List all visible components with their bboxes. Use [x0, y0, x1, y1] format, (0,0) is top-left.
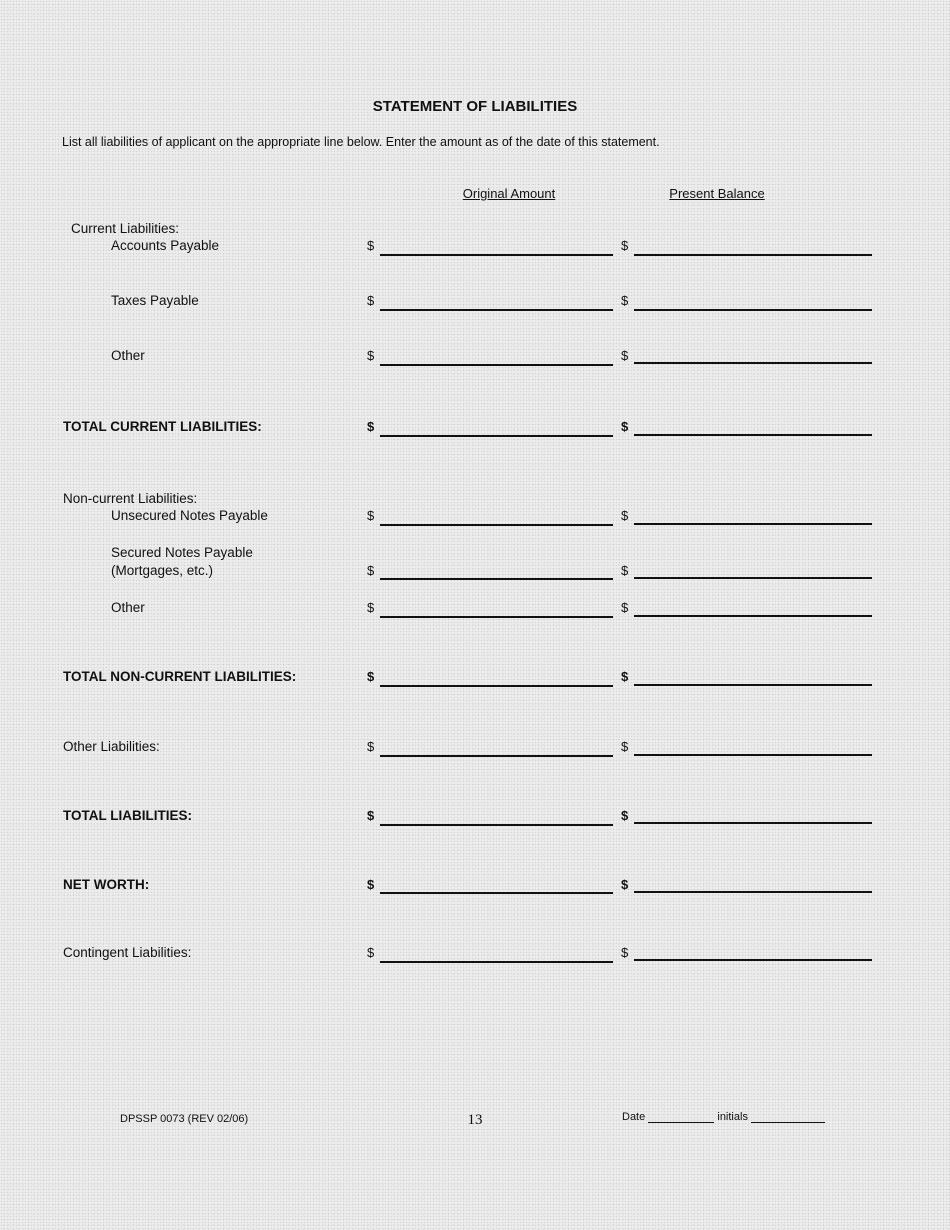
row-label-subtext: (Mortgages, etc.) — [111, 563, 214, 578]
dollar-sign: $ — [621, 293, 629, 308]
initials-field[interactable] — [751, 1112, 825, 1123]
present-balance-field[interactable] — [634, 309, 872, 311]
original-amount-field[interactable] — [380, 364, 613, 366]
row-label: Other — [111, 348, 145, 363]
row-label: Secured Notes Payable — [111, 545, 253, 560]
dollar-sign: $ — [621, 348, 629, 363]
dollar-sign: $ — [367, 945, 375, 960]
dollar-sign: $ — [367, 293, 375, 308]
present-balance-field[interactable] — [634, 615, 872, 617]
row-label: Other Liabilities: — [63, 739, 160, 754]
present-balance-field[interactable] — [634, 254, 872, 256]
original-amount-field[interactable] — [380, 254, 613, 256]
column-header-present-balance: Present Balance — [669, 186, 765, 201]
dollar-sign: $ — [367, 238, 375, 253]
instructions-text: List all liabilities of applicant on the appropriate line below. Enter the amount as of the date of this statement. — [62, 135, 660, 149]
dollar-sign: $ — [367, 808, 375, 823]
present-balance-field[interactable] — [634, 434, 872, 436]
present-balance-field[interactable] — [634, 523, 872, 525]
dollar-sign: $ — [621, 419, 629, 434]
date-initials-block — [622, 1111, 825, 1123]
present-balance-field[interactable] — [634, 822, 872, 824]
present-balance-field[interactable] — [634, 684, 872, 686]
date-label: Date — [622, 1111, 646, 1123]
row-label: TOTAL LIABILITIES: — [63, 808, 192, 823]
dollar-sign: $ — [367, 419, 375, 434]
row-label: Accounts Payable — [111, 238, 220, 253]
row-label: Other — [111, 600, 145, 615]
present-balance-field[interactable] — [634, 577, 872, 579]
original-amount-field[interactable] — [380, 961, 613, 963]
dollar-sign: $ — [367, 739, 375, 754]
dollar-sign: $ — [367, 563, 375, 578]
original-amount-field[interactable] — [380, 685, 613, 687]
initials-label: initials — [717, 1111, 748, 1123]
present-balance-field[interactable] — [634, 754, 872, 756]
dollar-sign: $ — [367, 600, 375, 615]
page-title: STATEMENT OF LIABILITIES — [372, 98, 578, 115]
original-amount-field[interactable] — [380, 755, 613, 757]
dollar-sign: $ — [621, 508, 629, 523]
original-amount-field[interactable] — [380, 824, 613, 826]
column-header-original-amount: Original Amount — [462, 186, 556, 201]
row-label: NET WORTH: — [63, 877, 150, 892]
row-label: Taxes Payable — [111, 293, 199, 308]
date-field[interactable] — [648, 1112, 714, 1123]
dollar-sign: $ — [621, 945, 629, 960]
present-balance-field[interactable] — [634, 362, 872, 364]
dollar-sign: $ — [621, 669, 629, 684]
row-label: Unsecured Notes Payable — [111, 508, 268, 523]
original-amount-field[interactable] — [380, 524, 613, 526]
dollar-sign: $ — [367, 348, 375, 363]
original-amount-field[interactable] — [380, 309, 613, 311]
original-amount-field[interactable] — [380, 435, 613, 437]
form-code: DPSSP 0073 (REV 02/06) — [120, 1113, 249, 1125]
dollar-sign: $ — [621, 739, 629, 754]
original-amount-field[interactable] — [380, 578, 613, 580]
row-label: TOTAL NON-CURRENT LIABILITIES: — [63, 669, 297, 684]
section-non-current-liabilities: Non-current Liabilities: — [63, 491, 198, 506]
page-number: 13 — [467, 1112, 483, 1128]
dollar-sign: $ — [367, 877, 375, 892]
dollar-sign: $ — [621, 563, 629, 578]
dollar-sign: $ — [621, 808, 629, 823]
present-balance-field[interactable] — [634, 891, 872, 893]
original-amount-field[interactable] — [380, 616, 613, 618]
dollar-sign: $ — [367, 669, 375, 684]
original-amount-field[interactable] — [380, 892, 613, 894]
dollar-sign: $ — [621, 238, 629, 253]
present-balance-field[interactable] — [634, 959, 872, 961]
dollar-sign: $ — [621, 877, 629, 892]
row-label: TOTAL CURRENT LIABILITIES: — [63, 419, 262, 434]
section-current-liabilities: Current Liabilities: — [71, 221, 180, 236]
dollar-sign: $ — [621, 600, 629, 615]
dollar-sign: $ — [367, 508, 375, 523]
row-label: Contingent Liabilities: — [63, 945, 192, 960]
